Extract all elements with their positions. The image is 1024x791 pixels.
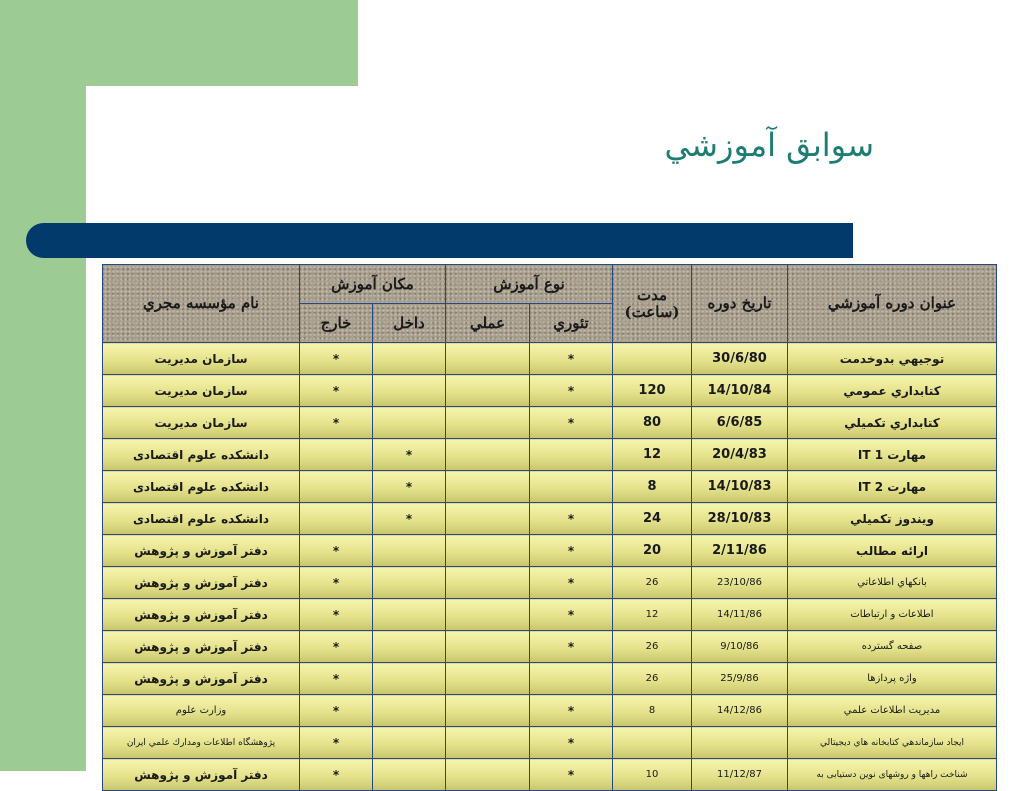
cell-course-title: واژه پردازها	[788, 663, 997, 695]
cell-external: *	[300, 695, 373, 727]
cell-course-title: مهارت 2 IT	[788, 471, 997, 503]
cell-internal	[373, 631, 446, 663]
cell-internal: *	[373, 439, 446, 471]
cell-hours: 80	[613, 407, 692, 439]
cell-course-title: مهارت 1 IT	[788, 439, 997, 471]
cell-internal	[373, 535, 446, 567]
cell-practical	[446, 663, 530, 695]
cell-internal: *	[373, 471, 446, 503]
cell-practical	[446, 343, 530, 375]
table-row	[103, 375, 997, 407]
cell-date: 14/12/86	[692, 695, 788, 727]
cell-hours: 26	[613, 663, 692, 695]
cell-organizer: دانشكده علوم اقتصادی	[103, 439, 300, 471]
cell-internal	[373, 663, 446, 695]
cell-organizer: سازمان مديريت	[103, 407, 300, 439]
cell-hours: 120	[613, 375, 692, 407]
cell-practical	[446, 727, 530, 759]
cell-external	[300, 471, 373, 503]
cell-organizer: دفتر آموزش و پژوهش	[103, 567, 300, 599]
cell-external: *	[300, 727, 373, 759]
cell-organizer: سازمان مديريت	[103, 343, 300, 375]
cell-hours: 26	[613, 567, 692, 599]
cell-course-title: شناخت راهها و روشهای نوین دستیابی به	[788, 759, 997, 791]
cell-theory: *	[530, 503, 613, 535]
cell-external: *	[300, 535, 373, 567]
cell-theory: *	[530, 343, 613, 375]
cell-date: 6/6/85	[692, 407, 788, 439]
cell-organizer: دانشكده علوم اقتصادی	[103, 471, 300, 503]
cell-course-title: صفحه گسترده	[788, 631, 997, 663]
cell-hours: 12	[613, 439, 692, 471]
cell-internal	[373, 695, 446, 727]
cell-course-title: بانكهاي اطلاعاتي	[788, 567, 997, 599]
cell-hours	[613, 727, 692, 759]
cell-date: 20/4/83	[692, 439, 788, 471]
cell-external: *	[300, 343, 373, 375]
cell-hours: 20	[613, 535, 692, 567]
cell-practical	[446, 535, 530, 567]
cell-organizer: دانشكده علوم اقتصادی	[103, 503, 300, 535]
header-internal: داخل	[373, 304, 446, 343]
cell-practical	[446, 407, 530, 439]
table-row	[103, 631, 997, 663]
header-practical: عملي	[446, 304, 530, 343]
cell-date: 9/10/86	[692, 631, 788, 663]
cell-theory: *	[530, 375, 613, 407]
cell-organizer: دفتر آموزش و پژوهش	[103, 631, 300, 663]
table-row	[103, 727, 997, 759]
cell-theory: *	[530, 631, 613, 663]
cell-organizer: دفتر آموزش و پژوهش	[103, 759, 300, 791]
cell-external: *	[300, 375, 373, 407]
cell-organizer: پژوهشگاه اطلاعات ومدارك علمي ايران	[103, 727, 300, 759]
cell-organizer: دفتر آموزش و پژوهش	[103, 535, 300, 567]
header-external: خارج	[300, 304, 373, 343]
cell-date	[692, 727, 788, 759]
cell-practical	[446, 631, 530, 663]
cell-date: 14/10/83	[692, 471, 788, 503]
cell-practical	[446, 375, 530, 407]
table-row	[103, 503, 997, 535]
cell-theory: *	[530, 407, 613, 439]
header-organizer: نام مؤسسه مجري	[103, 265, 300, 343]
cell-practical	[446, 471, 530, 503]
cell-theory: *	[530, 759, 613, 791]
cell-organizer: وزارت علوم	[103, 695, 300, 727]
table-row	[103, 759, 997, 791]
header-course-title: عنوان دوره آموزشي	[788, 265, 997, 343]
cell-course-title: ايجاد سازماندهي كتابخانه هاي ديجيتالي	[788, 727, 997, 759]
cell-internal	[373, 599, 446, 631]
table-row	[103, 599, 997, 631]
table-row	[103, 471, 997, 503]
cell-practical	[446, 439, 530, 471]
header-theory: تئوري	[530, 304, 613, 343]
cell-hours: 12	[613, 599, 692, 631]
cell-date: 14/10/84	[692, 375, 788, 407]
cell-date: 25/9/86	[692, 663, 788, 695]
cell-date: 2/11/86	[692, 535, 788, 567]
cell-practical	[446, 567, 530, 599]
cell-course-title: توجيهي بدوخدمت	[788, 343, 997, 375]
cell-date: 30/6/80	[692, 343, 788, 375]
cell-theory: *	[530, 567, 613, 599]
header-training-place: مكان آموزش	[300, 265, 446, 304]
cell-theory: *	[530, 695, 613, 727]
cell-internal	[373, 407, 446, 439]
green-side-panel	[0, 86, 86, 771]
cell-course-title: ويندوز تكميلي	[788, 503, 997, 535]
cell-organizer: دفتر آموزش و پژوهش	[103, 599, 300, 631]
cell-hours	[613, 343, 692, 375]
table-row	[103, 407, 997, 439]
cell-course-title: كتابداري تكميلي	[788, 407, 997, 439]
cell-external: *	[300, 663, 373, 695]
cell-internal	[373, 759, 446, 791]
cell-hours: 8	[613, 695, 692, 727]
cell-internal: *	[373, 503, 446, 535]
table-row	[103, 663, 997, 695]
cell-external: *	[300, 407, 373, 439]
cell-external: *	[300, 631, 373, 663]
cell-external	[300, 439, 373, 471]
cell-date: 11/12/87	[692, 759, 788, 791]
cell-hours: 24	[613, 503, 692, 535]
cell-internal	[373, 375, 446, 407]
cell-practical	[446, 503, 530, 535]
cell-course-title: اطلاعات و ارتباطات	[788, 599, 997, 631]
cell-practical	[446, 759, 530, 791]
header-training-type: نوع آموزش	[446, 265, 613, 304]
cell-date: 28/10/83	[692, 503, 788, 535]
header-course-date: تاريخ دوره	[692, 265, 788, 343]
cell-course-title: ارائه مطالب	[788, 535, 997, 567]
cell-date: 14/11/86	[692, 599, 788, 631]
cell-practical	[446, 695, 530, 727]
slide-title: سوابق آموزشي	[664, 126, 874, 164]
cell-hours: 10	[613, 759, 692, 791]
cell-external: *	[300, 759, 373, 791]
cell-internal	[373, 567, 446, 599]
cell-hours: 26	[613, 631, 692, 663]
cell-internal	[373, 343, 446, 375]
cell-external: *	[300, 599, 373, 631]
cell-theory: *	[530, 727, 613, 759]
cell-theory: *	[530, 535, 613, 567]
white-corner	[86, 86, 146, 146]
green-top-panel	[0, 0, 358, 86]
cell-internal	[373, 727, 446, 759]
table-row	[103, 567, 997, 599]
blue-divider-bar	[26, 223, 853, 258]
header-duration: مدت (ساعت)	[613, 265, 692, 343]
table-row	[103, 343, 997, 375]
cell-theory	[530, 471, 613, 503]
cell-hours: 8	[613, 471, 692, 503]
table-row	[103, 439, 997, 471]
table-row	[103, 695, 997, 727]
cell-external: *	[300, 567, 373, 599]
cell-organizer: سازمان مديريت	[103, 375, 300, 407]
training-history-table	[102, 264, 997, 791]
table-row	[103, 535, 997, 567]
cell-theory	[530, 439, 613, 471]
cell-organizer: دفتر آموزش و پژوهش	[103, 663, 300, 695]
cell-course-title: كتابداري عمومي	[788, 375, 997, 407]
cell-theory	[530, 663, 613, 695]
cell-course-title: مديريت اطلاعات علمي	[788, 695, 997, 727]
cell-practical	[446, 599, 530, 631]
cell-external	[300, 503, 373, 535]
cell-date: 23/10/86	[692, 567, 788, 599]
cell-theory: *	[530, 599, 613, 631]
